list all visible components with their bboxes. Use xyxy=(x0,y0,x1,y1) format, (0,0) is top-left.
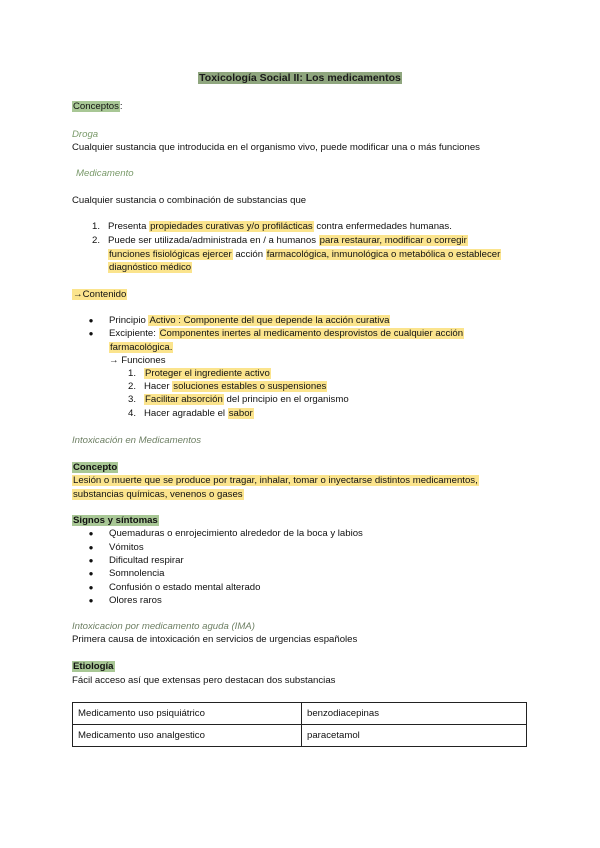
item-number: 1. xyxy=(127,368,136,379)
bullet-highlight: Componentes inertes al medicamento desprovistos de cualquier acción xyxy=(159,328,464,339)
conceptos-colon: : xyxy=(119,101,123,112)
item-text: del principio en el organismo xyxy=(223,394,349,405)
signos-item xyxy=(85,528,363,540)
concepto-line-1 xyxy=(72,475,479,487)
item-highlight: farmacológica, inmunológica o metabólica o establecer xyxy=(266,249,501,260)
signos-item-text: Dificultad respirar xyxy=(109,555,184,566)
item-highlight: para restaurar, modificar o corregir xyxy=(319,235,467,246)
page-title xyxy=(0,72,600,84)
signos-item xyxy=(85,582,260,594)
bullet-icon: ● xyxy=(88,543,94,552)
item-text: acción xyxy=(232,249,266,260)
signos-item xyxy=(85,542,144,554)
item-number: 4. xyxy=(127,408,136,419)
bullet-text: Excipiente: xyxy=(109,328,159,339)
medicamento-intro: Cualquier sustancia o combinación de substancias que xyxy=(72,195,307,206)
medicamento-item-1 xyxy=(82,221,452,233)
bullet-icon: ● xyxy=(88,556,94,565)
title-text: Toxicología Social II: Los medicamentos xyxy=(199,72,401,84)
item-highlight: propiedades curativas y/o profilácticas xyxy=(150,221,313,232)
droga-definition: Cualquier sustancia que introducida en el organismo vivo, puede modificar una o más funciones xyxy=(72,142,480,153)
ima-heading: Intoxicacion por medicamento aguda (IMA) xyxy=(72,621,255,632)
bullet-icon: ● xyxy=(88,583,94,592)
etiologia-text: Fácil acceso así que extensas pero destacan dos substancias xyxy=(72,675,336,686)
funcion-item-2 xyxy=(118,381,327,393)
item-highlight: Facilitar absorción xyxy=(145,394,223,405)
item-highlight: sabor xyxy=(228,408,253,419)
item-number: 3. xyxy=(127,394,136,405)
medicamento-heading: Medicamento xyxy=(76,168,134,179)
medicamento-item-2-line-2 xyxy=(108,249,501,261)
ima-text: Primera causa de intoxicación en servicios de urgencias españoles xyxy=(72,634,358,645)
item-highlight: Proteger el ingrediente activo xyxy=(145,368,270,379)
signos-item-text: Quemaduras o enrojecimiento alrededor de la boca y labios xyxy=(109,528,363,539)
bullet-text: Principio xyxy=(109,315,149,326)
table-cell: paracetamol xyxy=(302,725,527,747)
bullet-icon: ● xyxy=(88,316,94,325)
etiologia-label: Etiología xyxy=(73,661,114,672)
contenido-bullet-1 xyxy=(85,315,390,327)
table-row xyxy=(73,725,527,747)
item-text: Puede ser utilizada/administrada en / a humanos xyxy=(108,235,319,246)
signos-item-text: Confusión o estado mental alterado xyxy=(109,582,261,593)
contenido-bullet-2-cont xyxy=(109,342,173,354)
medicamento-item-2 xyxy=(82,235,468,247)
bullet-icon: ● xyxy=(88,329,94,338)
contenido-label: →Contenido xyxy=(73,289,127,300)
bullet-icon: ● xyxy=(88,596,94,605)
bullet-highlight: Activo : Componente del que depende la acción curativa xyxy=(149,315,390,326)
concepto-highlight: Lesión o muerte que se produce por tragar, inhalar, tomar o inyectarse distintos medicamentos, xyxy=(73,475,478,486)
signos-heading xyxy=(72,515,159,527)
conceptos-heading xyxy=(72,101,123,113)
signos-item-text: Olores raros xyxy=(109,595,162,606)
item-text: Hacer agradable el xyxy=(144,408,228,419)
signos-item xyxy=(85,568,164,580)
item-text: Presenta xyxy=(108,221,150,232)
medicamento-item-2-line-3 xyxy=(108,262,192,274)
funcion-item-3 xyxy=(118,394,349,406)
concepto-label: Concepto xyxy=(73,462,118,473)
item-text: Hacer xyxy=(144,381,173,392)
concepto-highlight: substancias químicas, venenos o gases xyxy=(73,489,243,500)
funcion-item-1 xyxy=(118,368,271,380)
item-number: 1. xyxy=(91,221,100,232)
funcion-item-4 xyxy=(118,408,254,420)
table-cell: Medicamento uso analgestico xyxy=(73,725,302,747)
contenido-bullet-2 xyxy=(85,328,464,340)
etiologia-table xyxy=(72,702,527,747)
item-text: contra enfermedades humanas. xyxy=(313,221,452,232)
bullet-icon: ● xyxy=(88,569,94,578)
item-highlight: funciones fisiológicas ejercer xyxy=(109,249,232,260)
signos-item xyxy=(85,555,184,567)
item-number: 2. xyxy=(127,381,136,392)
bullet-highlight: farmacológica. xyxy=(110,342,173,353)
item-highlight: diagnóstico médico xyxy=(109,262,192,273)
bullet-icon: ● xyxy=(88,529,94,538)
funciones-heading: → Funciones xyxy=(109,355,166,366)
conceptos-label: Conceptos xyxy=(73,101,119,112)
signos-label: Signos y síntomas xyxy=(73,515,158,526)
concepto-line-2 xyxy=(72,489,244,501)
item-number: 2. xyxy=(91,235,100,246)
intoxicacion-heading: Intoxicación en Medicamentos xyxy=(72,435,202,446)
contenido-heading xyxy=(72,289,127,301)
signos-item xyxy=(85,595,162,607)
table-row xyxy=(73,703,527,725)
concepto-heading xyxy=(72,462,118,474)
signos-item-text: Vómitos xyxy=(109,542,144,553)
table-cell: Medicamento uso psiquiátrico xyxy=(73,703,302,725)
signos-item-text: Somnolencia xyxy=(109,568,165,579)
item-highlight: soluciones estables o suspensiones xyxy=(173,381,327,392)
table-cell: benzodiacepinas xyxy=(302,703,527,725)
droga-heading: Droga xyxy=(72,129,99,140)
etiologia-heading xyxy=(72,661,115,673)
